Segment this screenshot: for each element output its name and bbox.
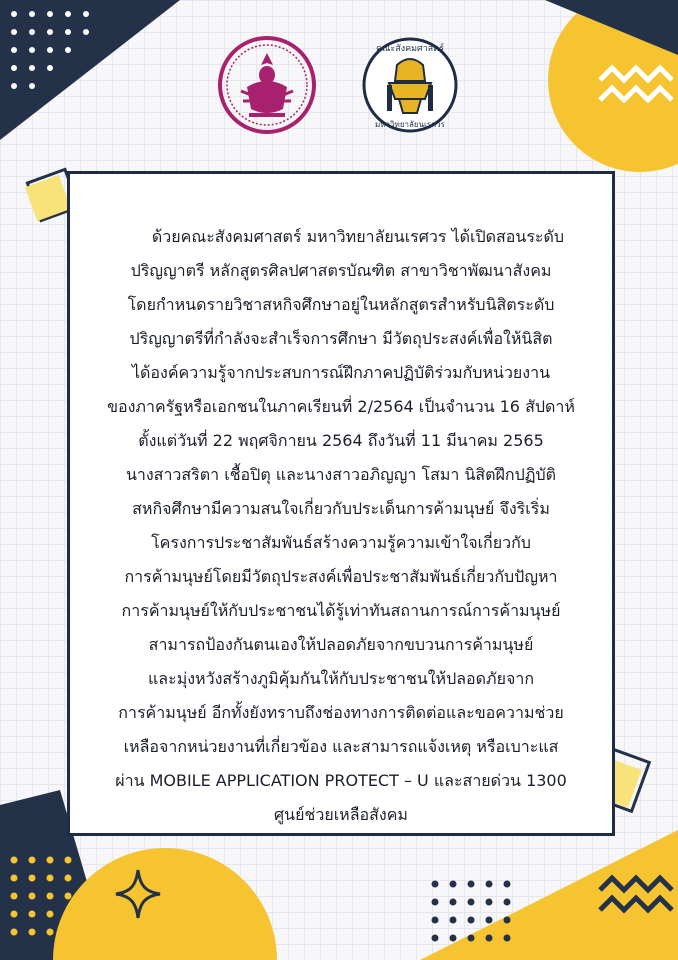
seal-top-text: คณะสังคมศาสตร์ [376, 44, 444, 54]
announcement-text [75, 220, 607, 832]
seal-graphic [355, 35, 465, 135]
body-line: สามารถป้องกันตนเองให้ปลอดภัยจากขบวนการค้ามนุษย์ [148, 635, 534, 654]
faculty-seal-logo [355, 35, 465, 135]
body-line: และมุ่งหวังสร้างภูมิคุ้มกันให้กับประชาชนให้ปลอดภัยจาก [147, 669, 534, 688]
body-line: ปริญญาตรีที่กำลังจะสำเร็จการศึกษา มีวัตถุประสงค์เพื่อให้นิสิต [129, 329, 553, 348]
body-line: การค้ามนุษย์ อีกทั้งยังทราบถึงช่องทางการติดต่อและขอความช่วย [118, 703, 564, 722]
bottom-yellow-circle [53, 848, 277, 960]
body-line: การค้ามนุษย์โดยมีวัตถุประสงค์เพื่อประชาสัมพันธ์เกี่ยวกับปัญหา [124, 567, 558, 586]
faculty-emblem-logo [217, 35, 317, 135]
top-left-navy-triangle [0, 0, 180, 140]
bottom-right-yellow-triangle [420, 830, 678, 960]
body-line: โดยกำหนดรายวิชาสหกิจศึกษาอยู่ในหลักสูตรสำหรับนิสิตระดับ [127, 295, 555, 314]
body-line: ศูนย์ช่วยเหลือสังคม [274, 805, 408, 824]
body-line: นางสาวสริตา เชื้อปิตุ และนางสาวอภิญญา โสมา นิสิตฝึกปฏิบัติ [125, 465, 557, 484]
body-line: ด้วยคณะสังคมศาสตร์ มหาวิทยาลัยนเรศวร ได้เปิดสอนระดับ [151, 227, 565, 246]
body-line: การค้ามนุษย์ให้กับประชาชนได้รู้เท่าทันสถานการณ์การค้ามนุษย์ [121, 601, 561, 620]
body-line: ตั้งแต่วันที่ 22 พฤศจิกายน 2564 ถึงวันที่ 11 มีนาคม 2565 [138, 431, 544, 450]
body-line: ผ่าน MOBILE APPLICATION PROTECT – U และสายด่วน 1300 [115, 771, 567, 790]
body-line: ได้องค์ความรู้จากประสบการณ์ฝึกภาคปฏิบัติร่วมกับหน่วยงาน [131, 363, 551, 382]
body-line: โครงการประชาสัมพันธ์สร้างความรู้ความเข้าใจเกี่ยวกับ [151, 533, 531, 552]
seal-bottom-text: มหาวิทยาลัยนเรศวร [375, 120, 445, 129]
body-line: สหกิจศึกษามีความสนใจเกี่ยวกับประเด็นการค้ามนุษย์ จึงริเริ่ม [132, 499, 550, 518]
body-line: ปริญญาตรี หลักสูตรศิลปศาสตรบัณฑิต สาขาวิชาพัฒนาสังคม [130, 261, 552, 280]
body-line: ของภาครัฐหรือเอกชนในภาคเรียนที่ 2/2564 เป็นจำนวน 16 สัปดาห์ [107, 397, 575, 416]
body-line: เหลือจากหน่วยงานที่เกี่ยวข้อง และสามารถแจ้งเหตุ หรือเบาะแส [123, 737, 559, 756]
